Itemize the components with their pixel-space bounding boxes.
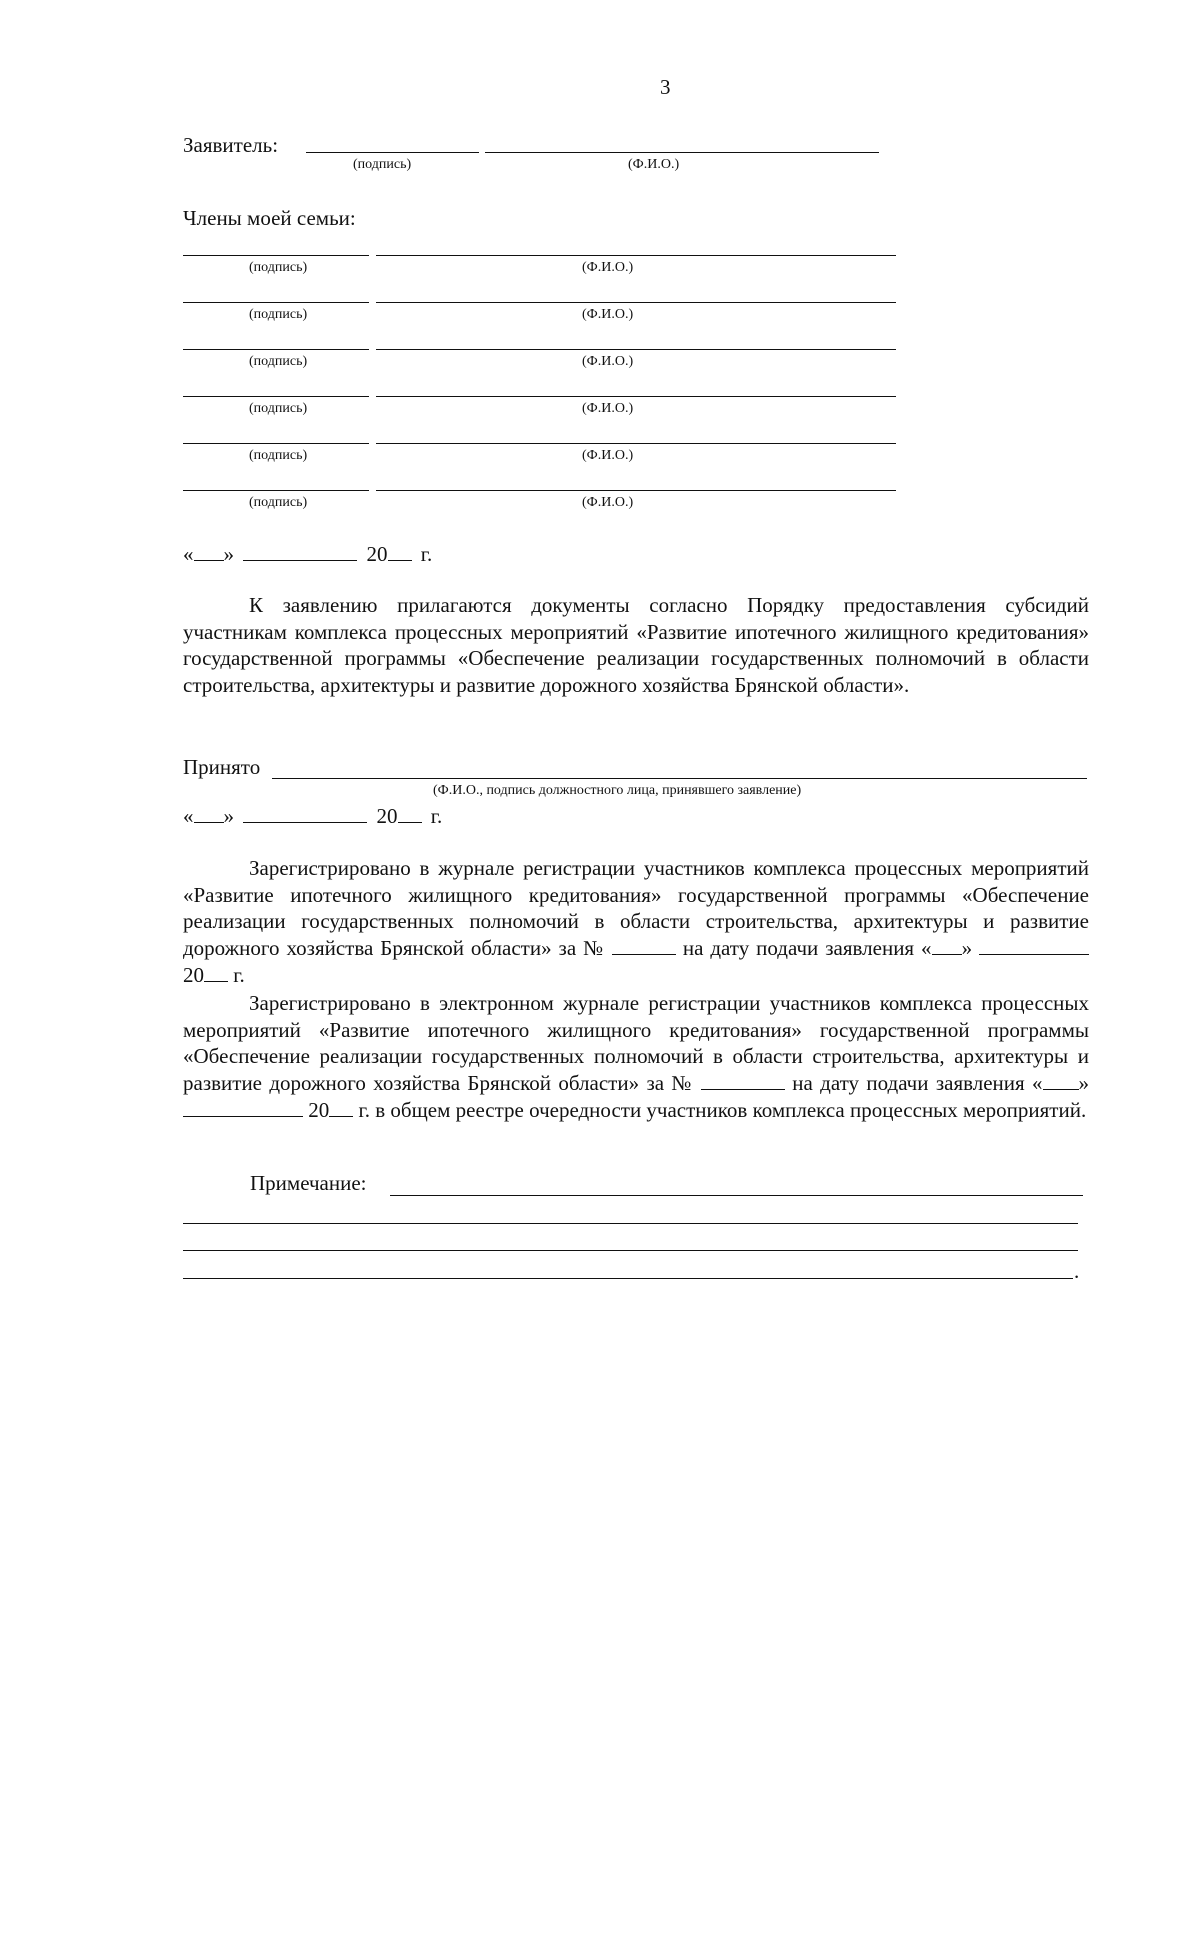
family-name-line[interactable] — [376, 443, 896, 444]
family-name-line[interactable] — [376, 490, 896, 491]
family-name-caption: (Ф.И.О.) — [582, 495, 634, 510]
family-signature-line[interactable] — [183, 396, 369, 397]
family-signature-caption: (подпись) — [249, 307, 308, 322]
date-close-quote: » — [223, 804, 234, 828]
day-blank[interactable] — [194, 804, 224, 823]
registration-paragraph-1 — [183, 855, 1089, 989]
family-signature-caption: (подпись) — [249, 354, 308, 369]
registration-1-after-number: на дату подачи заявления « — [682, 936, 932, 961]
month-blank[interactable] — [243, 804, 367, 823]
family-name-caption: (Ф.И.О.) — [582, 260, 634, 275]
note-line-4[interactable] — [183, 1278, 1073, 1279]
family-name-caption: (Ф.И.О.) — [582, 401, 634, 416]
registration-1-day-blank[interactable] — [932, 936, 962, 955]
family-signature-caption: (подпись) — [249, 401, 308, 416]
accepted-label: Принято — [183, 755, 261, 779]
year-prefix: 20 — [366, 542, 388, 566]
registration-2-month-blank[interactable] — [183, 1098, 303, 1117]
registration-1-after-day: » — [961, 936, 973, 961]
year-blank[interactable] — [388, 542, 412, 561]
applicant-label: Заявитель: — [183, 133, 279, 157]
accepted-line[interactable] — [272, 778, 1087, 779]
year-suffix: г. — [420, 542, 433, 566]
attachment-paragraph: К заявлению прилагаются документы согласно Порядку предоставления субсидий участникам комплекса процессных мероприятий «Развитие ипотечного жилищного кредитования» государственной программы «Обеспечение реализации государственных полномочий в области строительства, архитектуры и развитие дорожного хозяйства Брянской области». — [183, 593, 1089, 698]
family-name-line[interactable] — [376, 349, 896, 350]
family-signature-caption: (подпись) — [249, 495, 308, 510]
registration-2-text: Зарегистрировано в электронном журнале регистрации участников комплекса процессных мероприятий «Развитие ипотечного жилищного кредитования» государственной программы «Обеспечение реализации государственных полномочий в области строительства, архитектуры и развитие дорожного хозяйства Брянской области» за № — [183, 991, 1089, 1096]
family-label: Члены моей семьи: — [183, 206, 356, 230]
family-name-line[interactable] — [376, 396, 896, 397]
registration-1-text: Зарегистрировано в журнале регистрации участников комплекса процессных мероприятий «Развитие ипотечного жилищного кредитования» государственной программы «Обеспечение реализации государственных полномочий в области строительства, архитектуры и развитие дорожного хозяйства Брянской области» за № — [183, 856, 1089, 961]
registration-2-after-number: на дату подачи заявления « — [792, 1071, 1043, 1096]
family-signature-line[interactable] — [183, 443, 369, 444]
family-signature-line[interactable] — [183, 349, 369, 350]
year-prefix: 20 — [376, 804, 398, 828]
note-label: Примечание: — [250, 1171, 367, 1195]
registration-2-after-day: » — [1078, 1071, 1090, 1096]
registration-paragraph-2 — [183, 990, 1089, 1124]
family-name-line[interactable] — [376, 255, 896, 256]
family-name-caption: (Ф.И.О.) — [582, 307, 634, 322]
page-number: 3 — [660, 75, 671, 99]
family-name-caption: (Ф.И.О.) — [582, 448, 634, 463]
family-name-caption: (Ф.И.О.) — [582, 354, 634, 369]
family-signature-line[interactable] — [183, 490, 369, 491]
month-blank[interactable] — [243, 542, 357, 561]
day-blank[interactable] — [194, 542, 224, 561]
registration-2-year-blank[interactable] — [329, 1098, 353, 1117]
year-blank[interactable] — [398, 804, 422, 823]
note-line-1[interactable] — [390, 1195, 1083, 1196]
family-name-line[interactable] — [376, 302, 896, 303]
registration-1-year-suffix: г. — [233, 962, 245, 987]
applicant-signature-caption: (подпись) — [353, 157, 412, 172]
registration-1-number-blank[interactable] — [612, 936, 676, 955]
applicant-signature-line[interactable] — [306, 152, 479, 153]
registration-1-year-blank[interactable] — [204, 963, 228, 982]
note-line-3[interactable] — [183, 1250, 1078, 1251]
registration-1-year-prefix: 20 — [183, 962, 204, 987]
registration-1-month-blank[interactable] — [979, 936, 1089, 955]
family-signature-caption: (подпись) — [249, 448, 308, 463]
note-line-2[interactable] — [183, 1223, 1078, 1224]
date-line — [183, 541, 432, 568]
registration-2-tail: г. в общем реестре очередности участников комплекса процессных мероприятий. — [358, 1097, 1087, 1122]
date-open-quote: « — [183, 804, 194, 828]
family-signature-line[interactable] — [183, 302, 369, 303]
year-suffix: г. — [430, 804, 443, 828]
accepted-date-line — [183, 803, 442, 830]
note-end-mark: . — [1074, 1259, 1080, 1283]
accepted-caption: (Ф.И.О., подпись должностного лица, принявшего заявление) — [433, 783, 802, 798]
family-signature-line[interactable] — [183, 255, 369, 256]
applicant-name-line[interactable] — [485, 152, 879, 153]
family-signature-caption: (подпись) — [249, 260, 308, 275]
applicant-name-caption: (Ф.И.О.) — [628, 157, 680, 172]
registration-2-year-prefix: 20 — [308, 1097, 330, 1122]
registration-2-number-blank[interactable] — [701, 1071, 785, 1090]
date-close-quote: » — [223, 542, 234, 566]
registration-2-day-blank[interactable] — [1043, 1071, 1079, 1090]
date-open-quote: « — [183, 542, 194, 566]
